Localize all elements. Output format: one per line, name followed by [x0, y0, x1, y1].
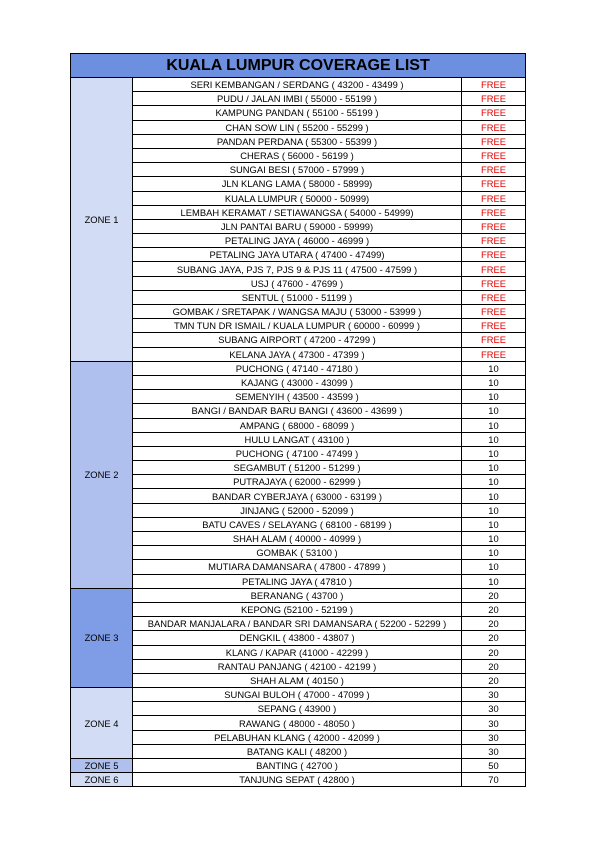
table-row — [71, 390, 526, 404]
table-row — [71, 446, 526, 460]
fee-cell: FREE — [462, 106, 526, 120]
area-cell: RAWANG ( 48000 - 48050 ) — [133, 716, 462, 730]
table-row — [71, 333, 526, 347]
area-cell: AMPANG ( 68000 - 68099 ) — [133, 418, 462, 432]
table-row — [71, 560, 526, 574]
area-cell: KAJANG ( 43000 - 43099 ) — [133, 375, 462, 389]
fee-cell: FREE — [462, 92, 526, 106]
fee-cell: 30 — [462, 744, 526, 758]
area-cell: GOMBAK / SRETAPAK / WANGSA MAJU ( 53000 - 53999 ) — [133, 305, 462, 319]
table-row — [71, 773, 526, 787]
table-row — [71, 744, 526, 758]
fee-cell: 70 — [462, 773, 526, 787]
fee-cell: 30 — [462, 716, 526, 730]
table-row — [71, 659, 526, 673]
area-cell: SEPANG ( 43900 ) — [133, 702, 462, 716]
fee-cell: 20 — [462, 602, 526, 616]
fee-cell: 10 — [462, 361, 526, 375]
fee-cell: 10 — [462, 404, 526, 418]
table-row — [71, 759, 526, 773]
area-cell: BANTING ( 42700 ) — [133, 759, 462, 773]
table-row — [71, 106, 526, 120]
area-cell: JLN KLANG LAMA ( 58000 - 58999) — [133, 177, 462, 191]
area-cell: PELABUHAN KLANG ( 42000 - 42099 ) — [133, 730, 462, 744]
table-row — [71, 248, 526, 262]
fee-cell: FREE — [462, 120, 526, 134]
zone-label: ZONE 1 — [71, 78, 133, 362]
table-row — [71, 489, 526, 503]
table-row — [71, 574, 526, 588]
fee-cell: 10 — [462, 475, 526, 489]
table-row — [71, 645, 526, 659]
fee-cell: 30 — [462, 702, 526, 716]
table-row — [71, 305, 526, 319]
table-row — [71, 276, 526, 290]
area-cell: JINJANG ( 52000 - 52099 ) — [133, 503, 462, 517]
fee-cell: 20 — [462, 588, 526, 602]
area-cell: PETALING JAYA UTARA ( 47400 - 47499) — [133, 248, 462, 262]
area-cell: RANTAU PANJANG ( 42100 - 42199 ) — [133, 659, 462, 673]
area-cell: KUALA LUMPUR ( 50000 - 50999) — [133, 191, 462, 205]
fee-cell: FREE — [462, 319, 526, 333]
zone-label: ZONE 5 — [71, 759, 133, 773]
area-cell: USJ ( 47600 - 47699 ) — [133, 276, 462, 290]
fee-cell: FREE — [462, 134, 526, 148]
table-row — [71, 673, 526, 687]
table-row — [71, 517, 526, 531]
fee-cell: 20 — [462, 631, 526, 645]
title-row — [71, 54, 526, 78]
area-cell: SUBANG JAYA, PJS 7, PJS 9 & PJS 11 ( 47500 - 47599 ) — [133, 262, 462, 276]
fee-cell: FREE — [462, 290, 526, 304]
fee-cell: FREE — [462, 78, 526, 92]
table-row — [71, 503, 526, 517]
area-cell: CHAN SOW LIN ( 55200 - 55299 ) — [133, 120, 462, 134]
area-cell: SUBANG AIRPORT ( 47200 - 47299 ) — [133, 333, 462, 347]
fee-cell: FREE — [462, 248, 526, 262]
zone-label: ZONE 3 — [71, 588, 133, 687]
fee-cell: 10 — [462, 574, 526, 588]
zone-label: ZONE 2 — [71, 361, 133, 588]
table-row — [71, 588, 526, 602]
fee-cell: 20 — [462, 673, 526, 687]
table-row — [71, 688, 526, 702]
area-cell: SERI KEMBANGAN / SERDANG ( 43200 - 43499 ) — [133, 78, 462, 92]
table-row — [71, 347, 526, 361]
table-row — [71, 191, 526, 205]
area-cell: KEPONG (52100 - 52199 ) — [133, 602, 462, 616]
table-row — [71, 205, 526, 219]
fee-cell: 10 — [462, 432, 526, 446]
fee-cell: 10 — [462, 390, 526, 404]
table-row — [71, 262, 526, 276]
area-cell: SEMENYIH ( 43500 - 43599 ) — [133, 390, 462, 404]
fee-cell: FREE — [462, 234, 526, 248]
table-row — [71, 290, 526, 304]
table-row — [71, 375, 526, 389]
area-cell: BANDAR MANJALARA / BANDAR SRI DAMANSARA ( 52200 - 52299 ) — [133, 617, 462, 631]
table-row — [71, 702, 526, 716]
area-cell: PUTRAJAYA ( 62000 - 62999 ) — [133, 475, 462, 489]
table-row — [71, 163, 526, 177]
fee-cell: 10 — [462, 446, 526, 460]
area-cell: DENGKIL ( 43800 - 43807 ) — [133, 631, 462, 645]
table-row — [71, 546, 526, 560]
coverage-rows — [71, 78, 526, 787]
table-row — [71, 730, 526, 744]
table-row — [71, 432, 526, 446]
coverage-table — [70, 53, 526, 787]
area-cell: HULU LANGAT ( 43100 ) — [133, 432, 462, 446]
area-cell: SEGAMBUT ( 51200 - 51299 ) — [133, 461, 462, 475]
fee-cell: 10 — [462, 532, 526, 546]
area-cell: PETALING JAYA ( 46000 - 46999 ) — [133, 234, 462, 248]
area-cell: MUTIARA DAMANSARA ( 47800 - 47899 ) — [133, 560, 462, 574]
area-cell: KAMPUNG PANDAN ( 55100 - 55199 ) — [133, 106, 462, 120]
area-cell: PUCHONG ( 47100 - 47499 ) — [133, 446, 462, 460]
table-row — [71, 716, 526, 730]
area-cell: JLN PANTAI BARU ( 59000 - 59999) — [133, 219, 462, 233]
table-row — [71, 404, 526, 418]
table-row — [71, 319, 526, 333]
fee-cell: 10 — [462, 503, 526, 517]
fee-cell: 30 — [462, 730, 526, 744]
table-row — [71, 361, 526, 375]
fee-cell: FREE — [462, 347, 526, 361]
area-cell: TMN TUN DR ISMAIL / KUALA LUMPUR ( 60000 - 60999 ) — [133, 319, 462, 333]
area-cell: BERANANG ( 43700 ) — [133, 588, 462, 602]
area-cell: BANDAR CYBERJAYA ( 63000 - 63199 ) — [133, 489, 462, 503]
area-cell: SHAH ALAM ( 40150 ) — [133, 673, 462, 687]
area-cell: PETALING JAYA ( 47810 ) — [133, 574, 462, 588]
table-row — [71, 148, 526, 162]
fee-cell: FREE — [462, 191, 526, 205]
fee-cell: FREE — [462, 333, 526, 347]
fee-cell: 10 — [462, 517, 526, 531]
fee-cell: FREE — [462, 205, 526, 219]
table-row — [71, 617, 526, 631]
fee-cell: 20 — [462, 645, 526, 659]
fee-cell: FREE — [462, 177, 526, 191]
area-cell: TANJUNG SEPAT ( 42800 ) — [133, 773, 462, 787]
fee-cell: FREE — [462, 305, 526, 319]
area-cell: KLANG / KAPAR (41000 - 42299 ) — [133, 645, 462, 659]
table-row — [71, 461, 526, 475]
fee-cell: 10 — [462, 489, 526, 503]
area-cell: BATANG KALI ( 48200 ) — [133, 744, 462, 758]
zone-label: ZONE 4 — [71, 688, 133, 759]
area-cell: PANDAN PERDANA ( 55300 - 55399 ) — [133, 134, 462, 148]
fee-cell: 50 — [462, 759, 526, 773]
table-row — [71, 475, 526, 489]
area-cell: SUNGAI BESI ( 57000 - 57999 ) — [133, 163, 462, 177]
area-cell: GOMBAK ( 53100 ) — [133, 546, 462, 560]
area-cell: PUDU / JALAN IMBI ( 55000 - 55199 ) — [133, 92, 462, 106]
fee-cell: 10 — [462, 560, 526, 574]
fee-cell: 20 — [462, 617, 526, 631]
table-row — [71, 631, 526, 645]
fee-cell: FREE — [462, 276, 526, 290]
fee-cell: FREE — [462, 219, 526, 233]
fee-cell: FREE — [462, 163, 526, 177]
table-row — [71, 234, 526, 248]
table-row — [71, 602, 526, 616]
table-row — [71, 532, 526, 546]
table-row — [71, 120, 526, 134]
area-cell: BANGI / BANDAR BARU BANGI ( 43600 - 43699 ) — [133, 404, 462, 418]
area-cell: SHAH ALAM ( 40000 - 40999 ) — [133, 532, 462, 546]
area-cell: PUCHONG ( 47140 - 47180 ) — [133, 361, 462, 375]
fee-cell: FREE — [462, 262, 526, 276]
area-cell: SUNGAI BULOH ( 47000 - 47099 ) — [133, 688, 462, 702]
fee-cell: 10 — [462, 418, 526, 432]
table-row — [71, 219, 526, 233]
table-row — [71, 78, 526, 92]
fee-cell: 10 — [462, 461, 526, 475]
area-cell: BATU CAVES / SELAYANG ( 68100 - 68199 ) — [133, 517, 462, 531]
table-row — [71, 92, 526, 106]
area-cell: KELANA JAYA ( 47300 - 47399 ) — [133, 347, 462, 361]
fee-cell: 20 — [462, 659, 526, 673]
table-title: KUALA LUMPUR COVERAGE LIST — [71, 54, 526, 78]
zone-label: ZONE 6 — [71, 773, 133, 787]
fee-cell: 10 — [462, 546, 526, 560]
table-row — [71, 177, 526, 191]
fee-cell: 30 — [462, 688, 526, 702]
area-cell: CHERAS ( 56000 - 56199 ) — [133, 148, 462, 162]
area-cell: SENTUL ( 51000 - 51199 ) — [133, 290, 462, 304]
table-row — [71, 418, 526, 432]
table-row — [71, 134, 526, 148]
area-cell: LEMBAH KERAMAT / SETIAWANGSA ( 54000 - 54999) — [133, 205, 462, 219]
fee-cell: 10 — [462, 375, 526, 389]
fee-cell: FREE — [462, 148, 526, 162]
